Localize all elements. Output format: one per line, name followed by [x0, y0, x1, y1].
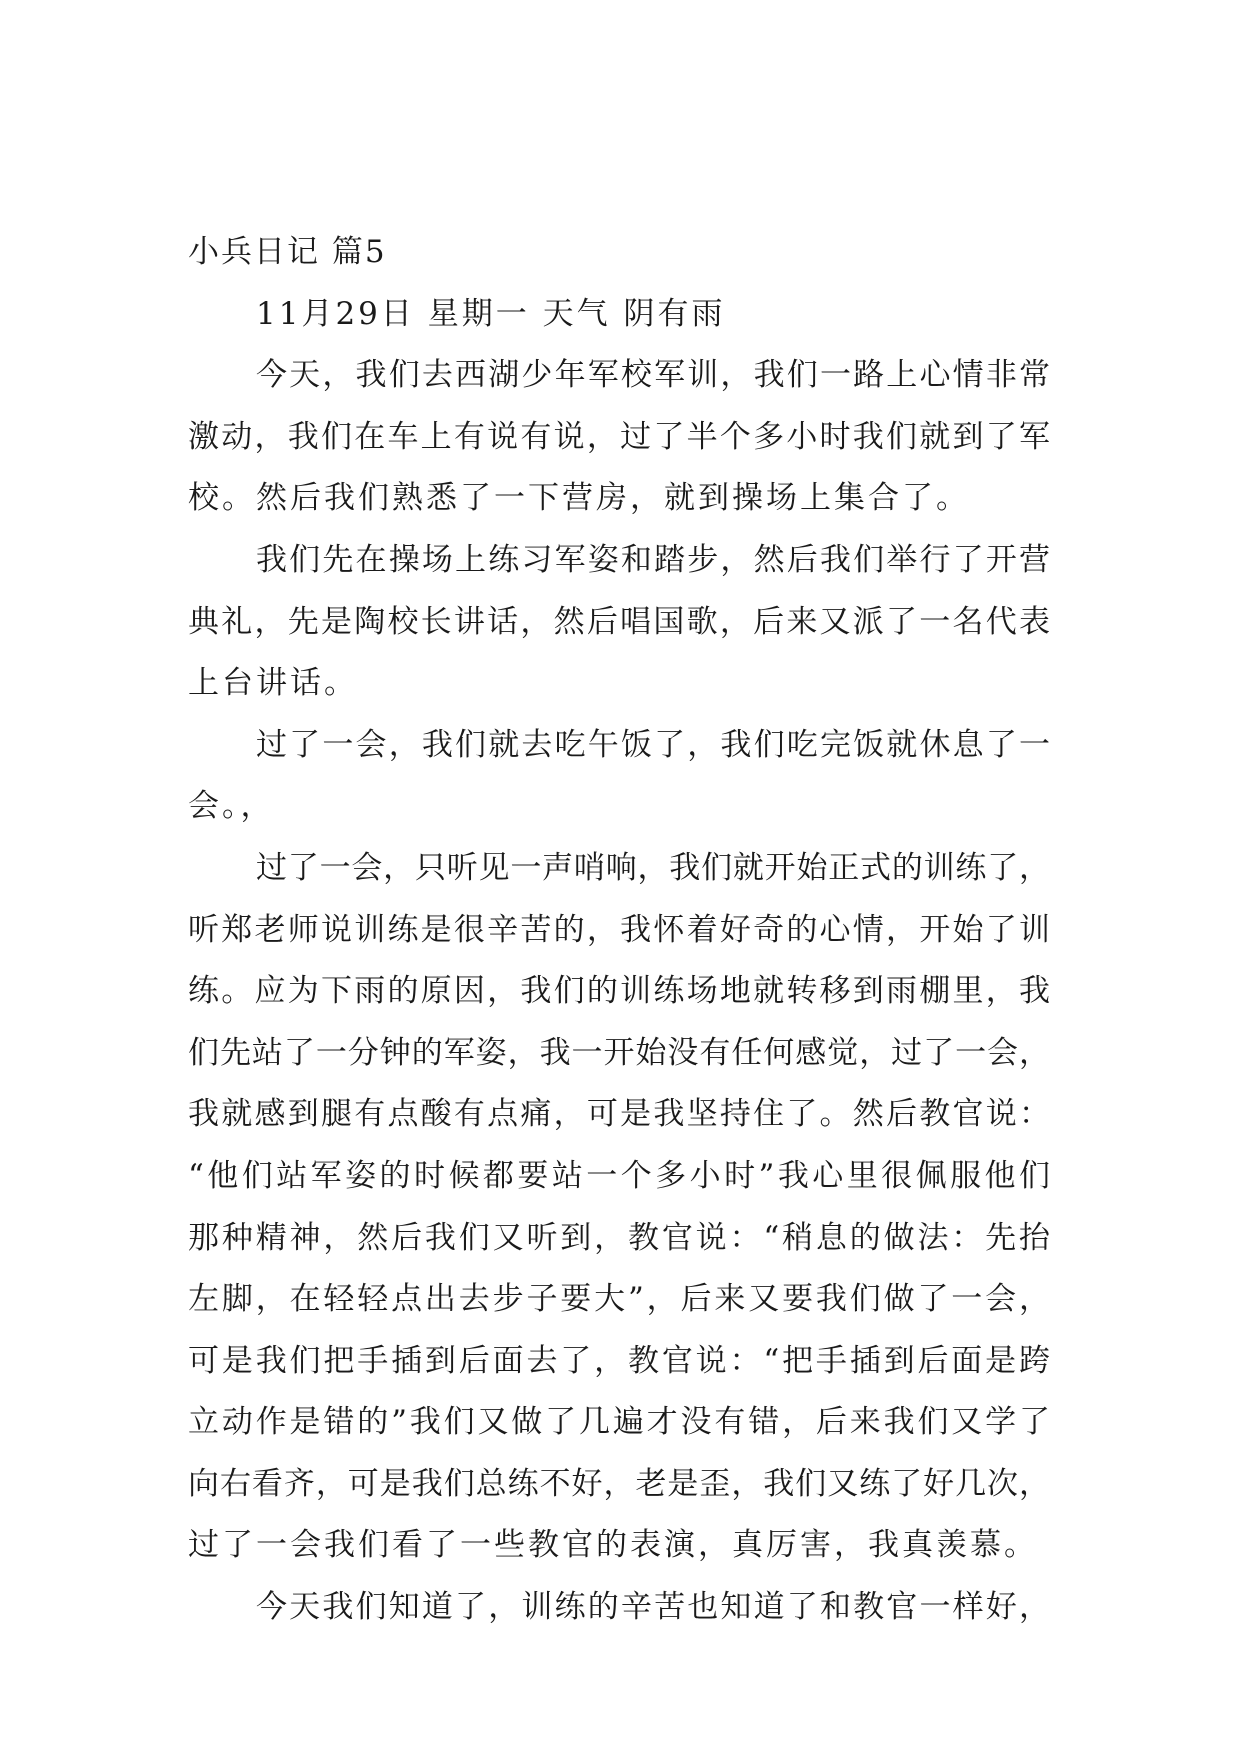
- paragraph-line: 左脚，在轻轻点出去步子要大”，后来又要我们做了一会，: [188, 1281, 1050, 1318]
- paragraph-line: 听郑老师说训练是很辛苦的，我怀着好奇的心情，开始了训: [188, 911, 1050, 948]
- date-weather-line: 11月29日 星期一 天气 阴有雨: [256, 295, 726, 332]
- paragraph-line: 过了一会，我们就去吃午饭了，我们吃完饭就休息了一: [256, 726, 1050, 763]
- paragraph-line: 练。应为下雨的原因，我们的训练场地就转移到雨棚里，我: [188, 973, 1050, 1010]
- paragraph-line: 我们先在操场上练习军姿和踏步，然后我们举行了开营: [256, 541, 1050, 578]
- paragraph-line: 今天我们知道了，训练的辛苦也知道了和教官一样好，: [256, 1589, 1050, 1626]
- paragraph-line: 激动，我们在车上有说有说，过了半个多小时我们就到了军: [188, 418, 1050, 455]
- paragraph-line: 向右看齐，可是我们总练不好，老是歪，我们又练了好几次，: [188, 1465, 1050, 1502]
- paragraph-line: 可是我们把手插到后面去了，教官说：“把手插到后面是跨: [188, 1342, 1050, 1379]
- paragraph-line: “他们站军姿的时候都要站一个多小时”我心里很佩服他们: [188, 1157, 1050, 1194]
- paragraph-line: 校。然后我们熟悉了一下营房，就到操场上集合了。: [188, 480, 970, 517]
- paragraph-line: 那种精神，然后我们又听到，教官说：“稍息的做法：先抬: [188, 1219, 1050, 1256]
- document-body: [188, 222, 1050, 1639]
- paragraph-line: 立动作是错的”我们又做了几遍才没有错，后来我们又学了: [188, 1404, 1050, 1441]
- paragraph-line: 过了一会，只听见一声哨响，我们就开始正式的训练了，: [256, 849, 1050, 886]
- paragraph-line: 典礼，先是陶校长讲话，然后唱国歌，后来又派了一名代表: [188, 603, 1050, 640]
- paragraph-line: 们先站了一分钟的军姿，我一开始没有任何感觉，过了一会，: [188, 1034, 1050, 1071]
- paragraph-line: 今天，我们去西湖少年军校军训，我们一路上心情非常: [256, 357, 1050, 394]
- document-title: 小兵日记 篇5: [188, 234, 387, 270]
- paragraph-line: 过了一会我们看了一些教官的表演，真厉害，我真羡慕。: [188, 1527, 1038, 1564]
- paragraph-line: 我就感到腿有点酸有点痛，可是我坚持住了。然后教官说：: [188, 1096, 1050, 1133]
- paragraph-line: 会。，: [188, 788, 275, 825]
- paragraph-line: 上台讲话。: [188, 665, 358, 702]
